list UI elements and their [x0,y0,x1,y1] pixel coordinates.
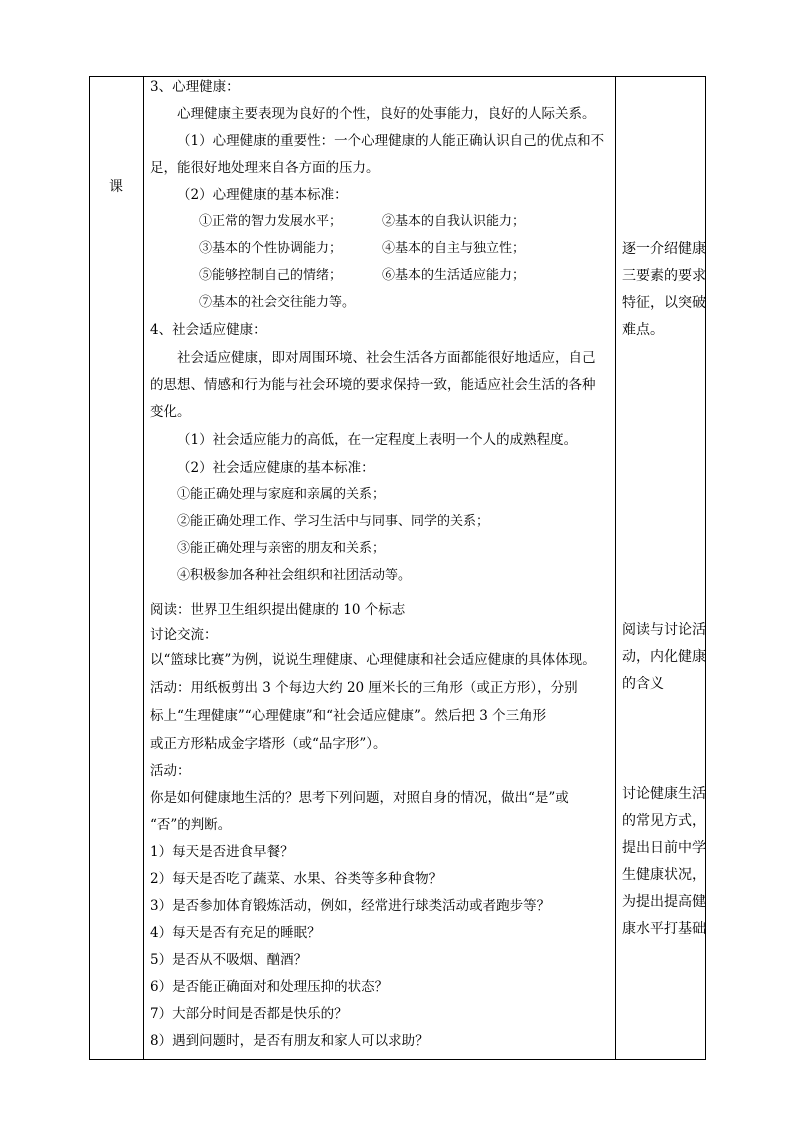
section-heading-mental: 3、心理健康： [150,79,240,95]
discussion-heading: 讨论交流： [150,627,218,643]
note-teaching-focus: 逐一介绍健康三要素的要求特征，以突破难点。 [622,241,706,338]
list-item: ⑤能够控制自己的情绪； [199,268,343,283]
note-reading-discussion: 阅读与讨论活动，内化健康的含义 [622,622,706,692]
paragraph: 心理健康主要表现为良好的个性，良好的处事能力，良好的人际关系。 [177,106,596,122]
question-item: 7）大部分时间是否都是快乐的？ [150,1006,348,1022]
question-item: 6）是否能正确面对和处理压抑的状态？ [150,979,389,995]
column-divider-label [143,76,144,1060]
subheading: （2）社会适应健康的基本标准： [177,460,375,476]
list-item: ②基本的自我认识能力； [382,214,526,229]
paragraph: 变化。 [150,404,191,420]
list-item: ②能正确处理工作、学习生活中与同事、同学的关系； [177,514,490,529]
paragraph: 的思想、情感和行为能与社会环境的要求保持一致，能适应社会生活的各种 [150,377,596,393]
question-item: 3）是否参加体育锻炼活动，例如，经常进行球类活动或者跑步等？ [150,898,551,914]
list-item: ④积极参加各种社会组织和社团活动等。 [177,568,412,583]
table-bottom-border [89,1059,706,1060]
subheading: （2）心理健康的基本标准： [177,187,348,203]
note-healthy-living: 讨论健康生活的常见方式，提出日前中学生健康状况，为提出提高健康水平打基础 [622,786,706,937]
paragraph: “否”的判断。 [150,817,232,833]
table-top-border [89,76,706,77]
list-item: ①正常的智力发展水平； [199,214,343,229]
question-item: 5）是否从不吸烟、酗酒？ [150,952,308,968]
paragraph: 标上“生理健康”“心理健康”和“社会适应健康”。然后把 3 个三角形 [150,708,547,724]
paragraph: 足，能很好地处理来自各方面的压力。 [150,160,380,176]
column-divider-notes [615,76,616,1060]
list-item: ①能正确处理与家庭和亲属的关系； [177,487,386,502]
list-item: ③能正确处理与亲密的朋友和关系； [177,541,386,556]
paragraph: 或正方形粘成金字塔形（或“品字形”）。 [150,736,387,752]
list-item: ⑥基本的生活适应能力； [382,268,526,283]
paragraph: 社会适应健康，即对周围环境、社会生活各方面都能很好地适应，自己 [177,350,596,366]
table-left-border [89,76,90,1060]
question-item: 2）每天是否吃了蔬菜、水果、谷类等多种食物？ [150,871,443,887]
paragraph: （1）社会适应能力的高低，在一定程度上表明一个人的成熟程度。 [177,432,578,448]
section-heading-social: 4、社会适应健康： [150,322,267,338]
label-column-text: 课 [109,179,123,195]
list-item: ④基本的自主与独立性； [382,241,526,256]
paragraph: （1）心理健康的重要性：一个心理健康的人能正确认识自己的优点和不 [177,133,605,149]
list-item: ③基本的个性协调能力； [199,241,343,256]
list-item: ⑦基本的社会交往能力等。 [199,295,356,310]
paragraph: 活动：用纸板剪出 3 个每边大约 20 厘米长的三角形（或正方形），分别 [150,680,578,696]
reading-line: 阅读：世界卫生组织提出健康的 10 个标志 [150,602,406,618]
activity-heading: 活动： [150,763,191,779]
question-item: 8）遇到问题时，是否有朋友和家人可以求助？ [150,1033,429,1049]
paragraph: 你是如何健康地生活的？思考下列问题，对照自身的情况，做出“是”或 [150,790,569,806]
paragraph: 以“篮球比赛”为例，说说生理健康、心理健康和社会适应健康的具体体现。 [150,652,596,668]
question-item: 4）每天是否有充足的睡眠？ [150,925,321,941]
question-item: 1）每天是否进食早餐？ [150,844,294,860]
